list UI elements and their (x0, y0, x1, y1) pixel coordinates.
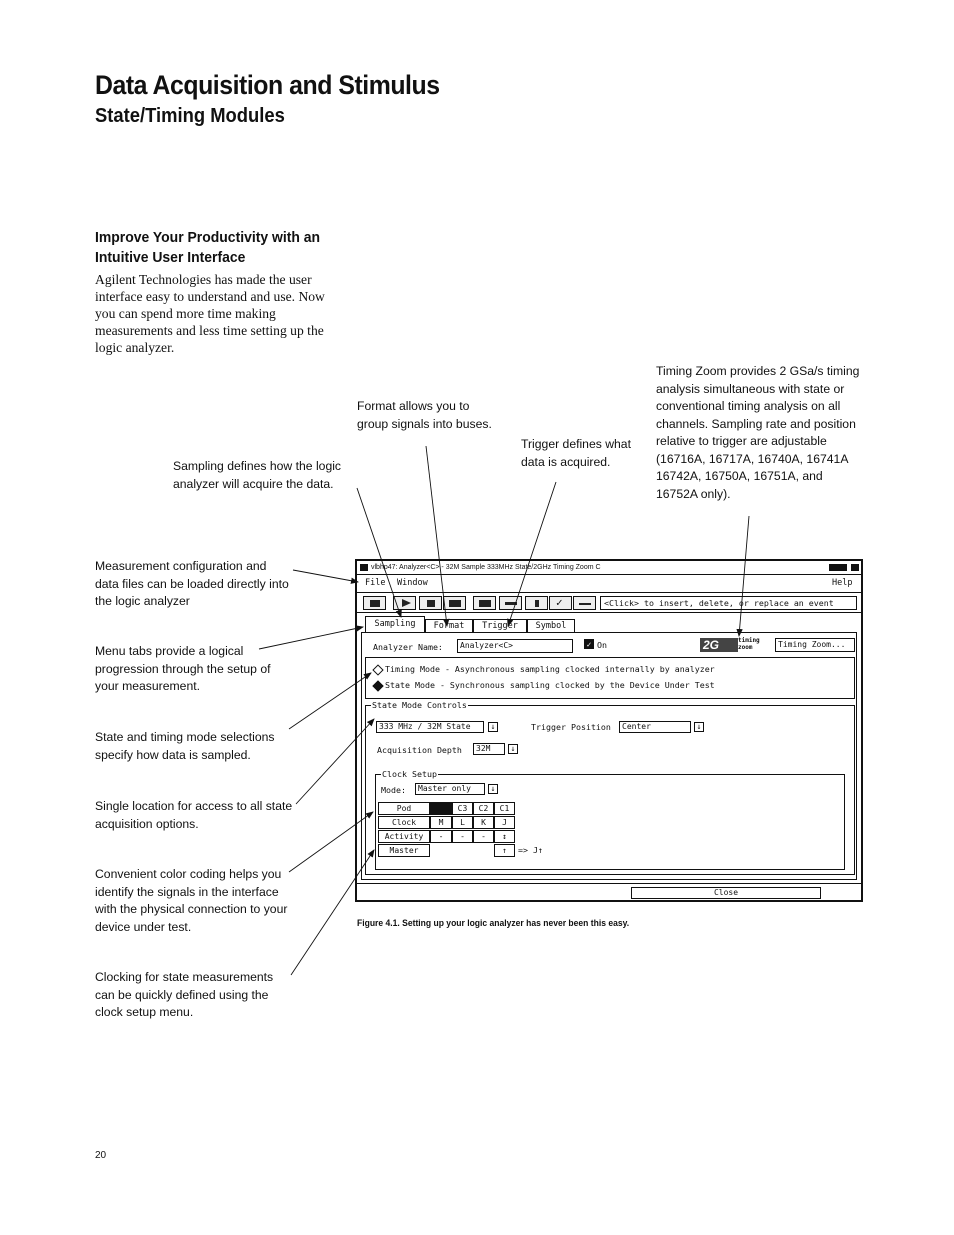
page-title: Data Acquisition and Stimulus (95, 70, 440, 100)
state-mode-controls-title: State Mode Controls (372, 700, 467, 710)
trigger-position-select[interactable]: Center (619, 721, 691, 733)
grid-clock-m[interactable]: M (430, 816, 452, 829)
checkmark-icon[interactable]: ✓ (549, 596, 572, 610)
menu-help[interactable]: Help (832, 578, 853, 588)
window-titlebar (357, 561, 861, 575)
event-input[interactable]: <Click> to insert, delete, or replace an event (600, 596, 857, 610)
callout-single-location: Single location for access to all state acquisition options. (95, 799, 293, 831)
analyzer-screenshot (355, 559, 863, 902)
callout-trigger: Trigger defines what data is acquired. (521, 437, 631, 469)
acquisition-depth-dropdown-icon[interactable]: ↓ (508, 744, 518, 754)
timing-zoom-button[interactable]: Timing Zoom... (775, 638, 855, 652)
grid-clock-k[interactable]: K (473, 816, 494, 829)
timing-zoom-logo: 2G (700, 638, 738, 652)
clock-mode-select[interactable]: Master only (415, 783, 485, 795)
acquisition-depth-select[interactable]: 32M (473, 743, 505, 755)
analyzer-name-label: Analyzer Name: (373, 642, 443, 652)
master-result-label: => J↑ (518, 845, 543, 855)
window-menu-icon[interactable] (360, 564, 368, 571)
grid-row-label-activity: Activity (378, 830, 430, 843)
clock-mode-label: Mode: (381, 785, 406, 795)
display-icon[interactable] (473, 596, 496, 610)
menu-window[interactable]: Window (397, 578, 428, 588)
callout-menu-tabs: Menu tabs provide a logical progression through the setup of your measurement. (95, 644, 271, 693)
state-rate-select[interactable]: 333 MHz / 32M State (376, 721, 484, 733)
grid-activity-k: - (473, 830, 494, 843)
timing-mode-label: Timing Mode - Asynchronous sampling clocked internally by analyzer (385, 664, 715, 674)
callout-state-timing: State and timing mode selections specify how data is sampled. (95, 730, 275, 762)
stop-icon[interactable] (443, 596, 466, 610)
tab-symbol[interactable]: Symbol (527, 619, 575, 632)
grid-row-label-master: Master (378, 844, 430, 857)
trigger-position-label: Trigger Position (531, 722, 611, 732)
tab-trigger[interactable]: Trigger (473, 619, 527, 632)
grid-row-label-pod: Pod (378, 802, 430, 815)
run-repetitive-icon[interactable] (419, 596, 442, 610)
grid-column-c2: C2 (473, 802, 494, 815)
grid-activity-l: - (452, 830, 473, 843)
footer-divider (357, 883, 861, 884)
tab-format[interactable]: Format (425, 619, 473, 632)
analyzer-name-input[interactable]: Analyzer<C> (457, 639, 573, 653)
run-icon[interactable] (393, 596, 416, 610)
tools-icon[interactable] (573, 596, 596, 610)
grid-row-label-clock: Clock (378, 816, 430, 829)
clock-setup-title: Clock Setup (382, 769, 437, 779)
marker-icon[interactable] (525, 596, 548, 610)
arrow-measurement-config (293, 570, 358, 582)
section-body: Agilent Technologies has made the user interface easy to understand and use. Now you can spend more time making measurements and less time setting up the logic analyzer. (95, 272, 325, 355)
tab-sampling[interactable]: Sampling (365, 616, 425, 633)
on-checkbox[interactable]: ✓ (584, 639, 594, 649)
toolbar (357, 593, 861, 613)
timing-zoom-logo-bottom: zoom (738, 644, 753, 651)
callout-timing-zoom: Timing Zoom provides 2 GSa/s timing analysis simultaneous with state or conventional timing analysis on all channels. Sampling rate and position relative to trigger are adjustable (16716A, 16717A, 16740A, 16741A 16742A, 16750A, 16751A, and 16752A only). (656, 364, 860, 501)
page-subtitle: State/Timing Modules (95, 105, 285, 127)
grid-activity-m: - (430, 830, 452, 843)
master-edge-button[interactable]: ↑ (494, 844, 515, 857)
callout-color-coding: Convenient color coding helps you identify the signals in the interface with the physical connection to your device under test. (95, 867, 288, 934)
close-button[interactable]: Close (631, 887, 821, 899)
on-label: On (597, 640, 607, 650)
grid-clock-l[interactable]: L (452, 816, 473, 829)
callout-clocking: Clocking for state measurements can be quickly defined using the clock setup menu. (95, 970, 274, 1019)
timing-zoom-logo-top: timing (738, 637, 760, 644)
acquisition-depth-label: Acquisition Depth (377, 745, 462, 755)
grid-clock-j[interactable]: J (494, 816, 515, 829)
window-title: vlbhp47: Analyzer<C> - 32M Sample 333MHz State/2GHz Timing Zoom C (371, 564, 601, 571)
open-file-icon[interactable] (363, 596, 386, 610)
trigger-position-dropdown-icon[interactable]: ↓ (694, 722, 704, 732)
callout-format: Format allows you to group signals into buses. (357, 399, 492, 431)
minimize-icon[interactable] (851, 564, 859, 571)
callout-measurement-config: Measurement configuration and data files can be loaded directly into the logic analyzer (95, 559, 289, 608)
menu-bar (357, 575, 861, 593)
grid-column-c3: C3 (452, 802, 473, 815)
state-mode-label: State Mode - Synchronous sampling clocked by the Device Under Test (385, 680, 715, 690)
grid-activity-j: ↕ (494, 830, 515, 843)
state-rate-dropdown-icon[interactable]: ↓ (488, 722, 498, 732)
clock-mode-dropdown-icon[interactable]: ↓ (488, 784, 498, 794)
menu-file[interactable]: File (365, 578, 386, 588)
maximize-icon[interactable] (829, 564, 847, 571)
callout-sampling: Sampling defines how the logic analyzer will acquire the data. (173, 459, 342, 491)
section-title: Improve Your Productivity with an Intuitive User Interface (95, 229, 321, 266)
page-number: 20 (95, 1150, 107, 1161)
grid-pod-color-swatch (430, 802, 452, 815)
arrow-menu-tabs (259, 627, 363, 649)
figure-caption: Figure 4.1. Setting up your logic analyzer has never been this easy. (357, 918, 630, 929)
waveform-icon[interactable] (499, 596, 522, 610)
grid-column-c1: C1 (494, 802, 515, 815)
